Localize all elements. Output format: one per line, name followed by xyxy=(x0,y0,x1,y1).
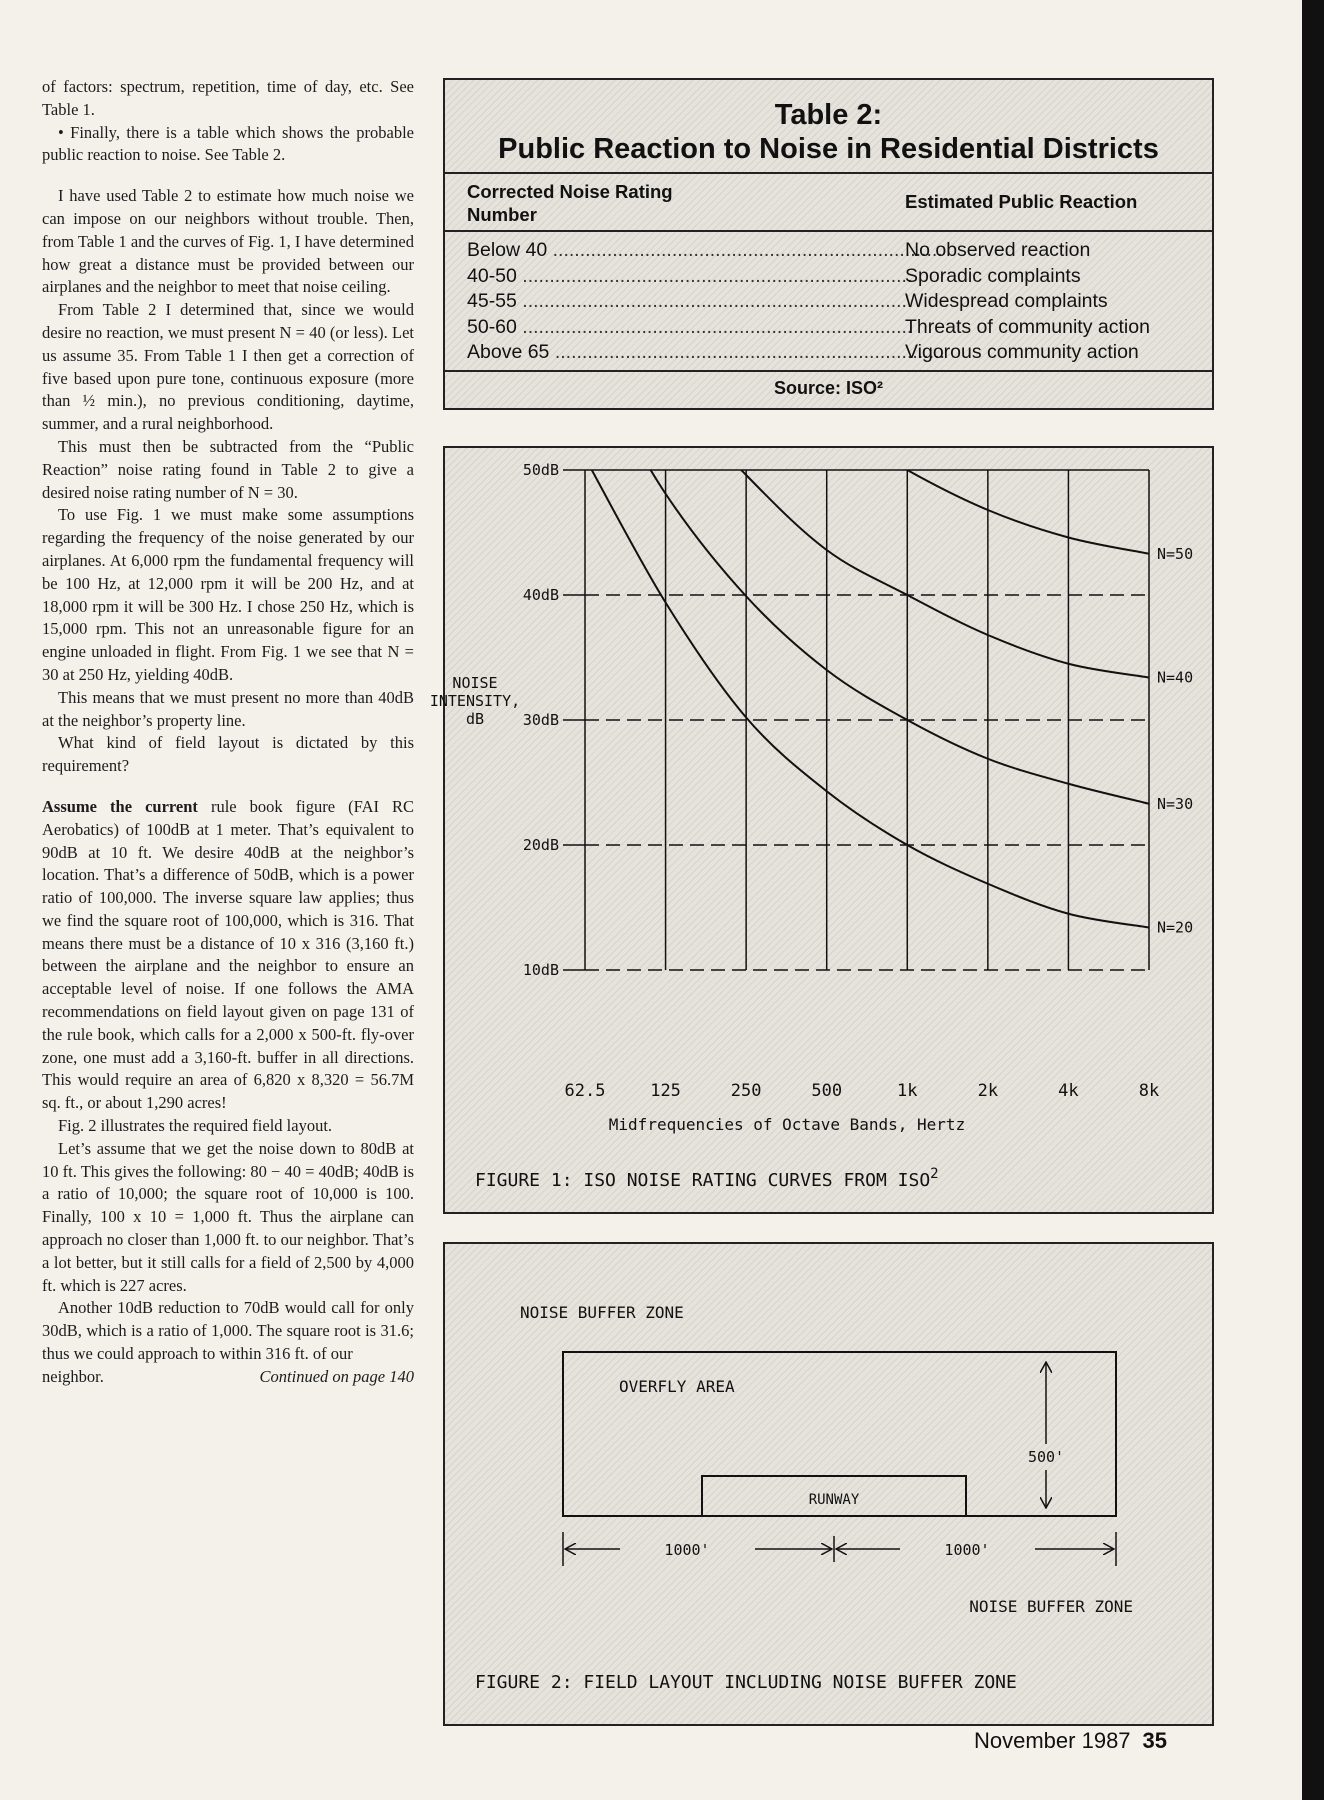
header-rating xyxy=(445,174,893,230)
paragraph: Another 10dB reduction to 70dB would call for only 30dB, which is a ratio of 1,000. The square root is 31.6; thus we could approach to within 316 ft. of our xyxy=(42,1298,414,1364)
y-tick-label: 40dB xyxy=(522,586,559,604)
table-title-line2: Public Reaction to Noise in Residential Districts xyxy=(498,133,1159,165)
rating-cell: Below 40 ..... xyxy=(445,238,893,264)
table-header xyxy=(445,174,1212,232)
x-tick-label: 4k xyxy=(1058,1081,1079,1101)
lead-in: Assume the current xyxy=(42,796,198,816)
paragraph: • Finally, there is a table which shows the probable public reaction to noise. See Table 2. xyxy=(42,122,414,165)
rating-cell: 40-50 ..... xyxy=(445,264,893,290)
paragraph: of factors: spectrum, repetition, time of day, etc. See Table 1. xyxy=(42,77,414,119)
y-axis-label-line2: INTENSITY, xyxy=(429,692,521,710)
paragraph: To use Fig. 1 we must make some assumptions regarding the frequency of the noise generated by our airplanes. At 6,000 rpm the fundamental frequency will be 100 Hz, at 12,000 rpm it will be 200 Hz, and at 18,000 rpm it will be 300 Hz. I chose 250 Hz, which is 15,000 rpm. This not an unreasonable figure for an engine unloaded in flight. From Fig. 1 we see that N = 30 at 250 Hz, yielding 40dB. xyxy=(42,505,414,684)
table-source: Source: ISO² xyxy=(773,378,884,398)
figure-1-caption: FIGURE 1: ISO NOISE RATING CURVES FROM ISO$^2$ xyxy=(475,1166,939,1191)
x-tick-label: 250 xyxy=(730,1081,762,1101)
table-title xyxy=(445,80,1212,174)
y-axis-label-line1: NOISE xyxy=(452,674,498,692)
paragraph: What kind of field layout is dictated by this requirement? xyxy=(42,733,414,776)
noise-curve xyxy=(585,355,1149,804)
x-tick-label: 500 xyxy=(811,1081,843,1101)
field-layout-diagram xyxy=(445,1244,1212,1724)
paragraph xyxy=(42,796,414,1115)
left-dimension: 1000' xyxy=(664,1541,710,1559)
page-number: 35 xyxy=(1142,1728,1168,1753)
last-word: neighbor. xyxy=(42,1366,104,1386)
reaction-cell: No observed reaction xyxy=(905,239,1091,261)
rating-cell: 50-60 ..... xyxy=(445,315,893,341)
right-dimension: 1000' xyxy=(944,1541,990,1559)
paragraph: Let’s assume that we get the noise down to 80dB at 10 ft. This gives the following: 80 − 40 = 40dB; 40dB is a ratio of 10,000; the square root of 10,000 is 100. Finally, 100 x 10 = 1,000 ft. Thus the airplane can approach no closer than 1,000 ft. to our neighbor. That’s a lot better, but it still calls for a field of 2,500 by 4,000 ft. which is 227 acres. xyxy=(42,1138,414,1295)
y-tick-label: 50dB xyxy=(522,461,559,479)
overfly-area-label: OVERFLY AREA xyxy=(619,1377,735,1396)
runway-label: RUNWAY xyxy=(808,1492,860,1508)
height-dimension: 500' xyxy=(1027,1448,1065,1466)
figure-2-caption: FIGURE 2: FIELD LAYOUT INCLUDING NOISE BUFFER ZONE xyxy=(475,1672,1017,1693)
continued-note: Continued on page 140 xyxy=(259,1366,414,1386)
series-label: N=40 xyxy=(1157,668,1194,687)
series-label: N=50 xyxy=(1157,544,1194,563)
page-footer xyxy=(974,1728,1167,1754)
figure-2 xyxy=(443,1242,1214,1726)
noise-rating-chart xyxy=(429,448,1212,1212)
table-row xyxy=(445,289,1212,315)
x-tick-label: 1k xyxy=(897,1081,918,1101)
y-tick-label: 30dB xyxy=(522,711,559,729)
paragraph: This means that we must present no more than 40dB at the neighbor’s property line. xyxy=(42,687,414,730)
buffer-zone-label-top: NOISE BUFFER ZONE xyxy=(520,1303,684,1322)
paragraph: This must then be subtracted from the “Public Reaction” noise rating found in Table 2 to give a desired noise rating number of N = 30. xyxy=(42,436,414,502)
table-row xyxy=(445,264,1212,290)
noise-curve xyxy=(585,458,1149,928)
series-label: N=30 xyxy=(1157,794,1194,813)
x-tick-label: 62.5 xyxy=(564,1081,606,1101)
rating-cell: 45-55 ..... xyxy=(445,289,893,315)
rating-cell: Above 65 ..... xyxy=(445,340,893,366)
reaction-cell: Widespread complaints xyxy=(905,290,1108,312)
x-tick-label: 8k xyxy=(1138,1081,1160,1101)
y-axis-label-line3: dB xyxy=(465,710,485,728)
header-rating-line2: Number xyxy=(467,204,537,225)
y-tick-label: 10dB xyxy=(522,961,559,979)
paragraph: Fig. 2 illustrates the required field layout. xyxy=(58,1116,333,1136)
table-title-line1: Table 2: xyxy=(774,99,883,131)
paragraph-body: rule book figure (FAI RC Aerobatics) of 100dB at 1 meter. That’s equivalent to 90dB at 10 ft. We desire 40dB at the neighbor’s location. That’s a difference of 50dB, which is a power ratio of 100,000. The inverse square law applies; thus we find the square root of 100,000, which is 316. That means there must be a distance of 10 x 316 (3,160 ft.) between the airplane and the neighbor to ensure an acceptable level of noise. If one follows the AMA recommendations on field layout given on page 131 of the rule book, which calls for a 2,000 x 500-ft. fly-over zone, one must add a 3,160-ft. buffer in all directions. This would require an area of 6,820 x 8,320 = 56.7M sq. ft., or about 1,290 acres! xyxy=(42,796,415,1113)
y-tick-label: 20dB xyxy=(522,836,559,854)
header-rating-line1: Corrected Noise Rating xyxy=(467,181,673,202)
paragraph: I have used Table 2 to estimate how much noise we can impose on our neighbors without trouble. Then, from Table 1 and the curves of Fig. 1, I have determined how great a distance must be provided between our airplanes and the neighbor to meet that noise ceiling. xyxy=(42,186,414,297)
reaction-cell: Vigorous community action xyxy=(905,341,1139,363)
x-tick-label: 2k xyxy=(977,1081,999,1101)
header-reaction: Estimated Public Reaction xyxy=(905,191,1138,212)
table-2 xyxy=(443,78,1214,410)
reaction-cell: Sporadic complaints xyxy=(905,264,1081,287)
reaction-cell: Threats of community action xyxy=(905,315,1150,338)
series-label: N=20 xyxy=(1157,918,1194,937)
article-column xyxy=(42,76,414,1389)
continued-row xyxy=(42,1366,414,1389)
x-tick-label: 125 xyxy=(650,1081,681,1101)
table-body xyxy=(445,232,1212,372)
paragraph: From Table 2 I determined that, since we would desire no reaction, we must present N = 40 (or less). Let us assume 35. From Table 1 I then get a correction of five based upon pure tone, continuous exposure (more than ½ min.), no previous conditioning, daytime, summer, and a rural neighborhood. xyxy=(42,300,414,434)
table-row xyxy=(445,315,1212,341)
x-axis-label: Midfrequencies of Octave Bands, Hertz xyxy=(608,1115,966,1134)
figure-1 xyxy=(429,446,1214,1214)
table-row xyxy=(445,238,1212,264)
issue-date: November 1987 xyxy=(974,1728,1131,1753)
table-row xyxy=(445,340,1212,366)
buffer-zone-label-bottom: NOISE BUFFER ZONE xyxy=(969,1597,1133,1616)
page-edge xyxy=(1302,0,1324,1800)
